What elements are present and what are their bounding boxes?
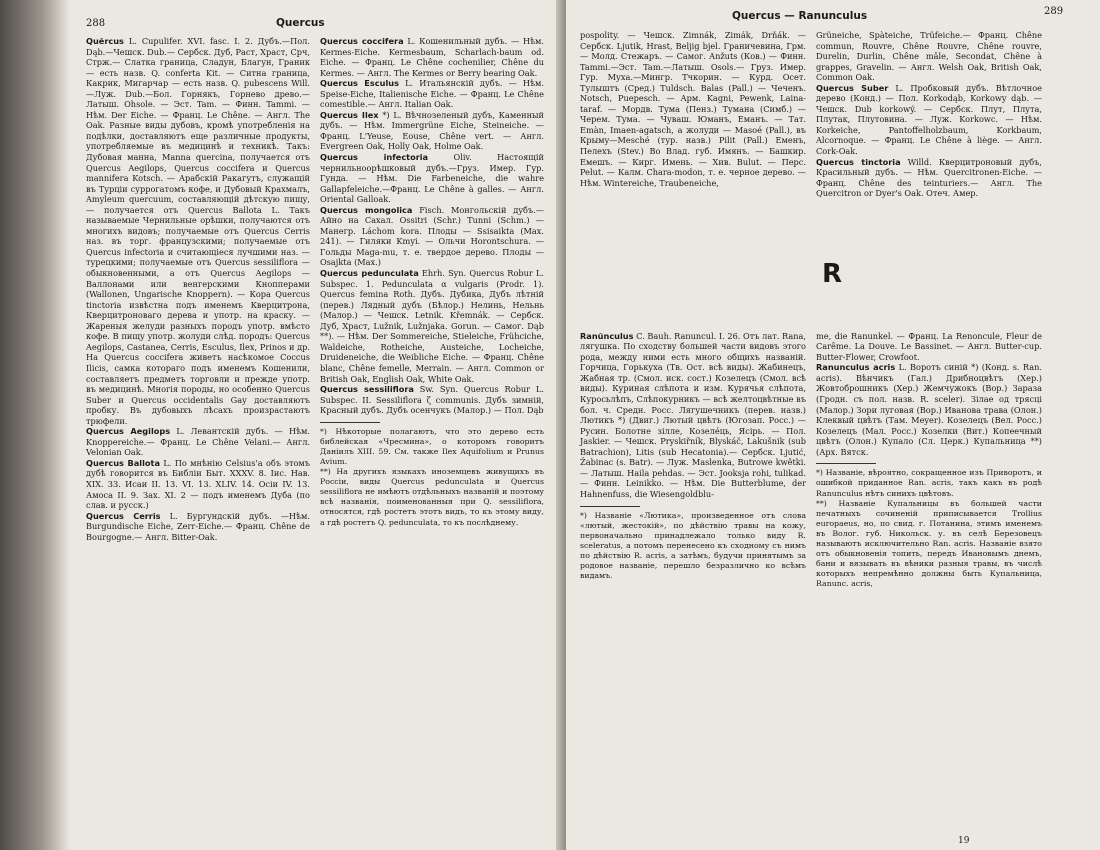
dictionary-entry — [580, 331, 806, 500]
entry-text: Ehrh. Syn. Quercus Robur L. Subspec. 1. Pedunculata α vulgaris (Prodr. 1). Quercus femina Roth. Дубъ. Дубика, Дубъ лѣтній (перев.) Лядный дубъ (Бѣлор.) Нелинь, Нельнь (Малор.) — Чешск. Letnik. Křemnák. — Сербск. Дуб, Храст, Lužnik, Lužnjaka. Gorun. — Самог. Dąb **). — Нѣм. Der Sommereiche, Stieleiche, Frühciche, Waldeiche, Rotheiche, Austeiche, Locheiche, Druideneiche, die Weibliche Eiche. — Франц. Chêne blanc, Chêne femelle, Merrain. — Англ. Common or British Oak, English Oak, White Oak. — [320, 268, 544, 384]
signature-number: 19 — [958, 836, 970, 846]
entry-headword: Quercus Suber — [816, 82, 889, 93]
left-column-2 — [320, 36, 544, 542]
dictionary-entry — [816, 157, 1042, 199]
right-top-column-1 — [580, 30, 806, 199]
right-bottom-column-1 — [580, 331, 806, 590]
entry-text: L. Воротъ синій *) (Конд. s. Ran. acris). Вѣнчикъ (Гал.) Дрибноцвѣтъ (Хер.) Жовтоброшникъ (Хер.) Жемчужокъ (Вор.) Зараза (Гродн. съ пол. назв. R. sceler). Зілае од трясці (Малор.) Зори луговая (Вор.) Иванова трава (Олон.) Клеквый цвѣтъ (Там. Meyer). Козелецъ (Вел. Росс.) Козелецъ (Мал. Росс.) Козелки (Вит.) Копеечный цвѣтъ (Олон.) Купало (Сл. Церк.) Купальница **) (Арх. Вятск. — [816, 362, 1043, 457]
dictionary-entry — [816, 83, 1042, 157]
right-page — [566, 0, 1100, 850]
entry-text: Willd. Кверцитроновый дубъ, Красильный дубъ. — Нѣм. Quercitronen-Eiche. — Франц. Chêne des teinturiers.— Англ. The Quercitron or Dyer's Oak. Отеч. Амер. — [816, 156, 1042, 199]
entry-text: Fisch. Монгольскій дубъ.— Айно на Сахал. Ossitri (Schr.) Tunni (Schm.) — Манегр. Láchom kora. Плоды — Ssisaikta (Max. 241). — Гиляки Kmyi. — Ольчи Horontschura. — Гольды Maga-mu, т. е. твердое дерево. Плоды — Osajkta (Max.) — [320, 204, 544, 268]
dictionary-entry — [320, 205, 544, 268]
dictionary-entry — [86, 426, 310, 458]
footnote: *) Нѣкоторые полагаютъ, что это дерево есть библейская «Чресмина», о которомъ говоритъ Даніилъ XIII. 59. См. также Ilex Aquifolium и Prunus Avium. — [320, 426, 544, 466]
dictionary-entry — [320, 268, 544, 384]
right-bottom-column-2 — [816, 331, 1042, 590]
entry-text: L. Кошенильный дубъ. — Нѣм. Kermes-Eiche. Kermesbaum, Scharlach-baum od. Eiche. — Франц. Le Chêne cochenilier, Chêne du Kermes. — Англ. The Kermes or Berry bearing Oak. — [320, 36, 544, 78]
dictionary-entry — [816, 362, 1042, 457]
entry-text: C. Bauh. Ranuncul. I. 26. Отъ лат. Rana, лягушка. По сходству большей части видовъ этого рода, между ними есть много общихъ названій. Горчица, Горькуха (Тв. Ост. всѣ виды). Жабинецъ, Жабная тр. (Смол. иск. сост.) Козелецъ (Смол. всѣ виды). Куриная слѣпота и изм. Курячья слѣпота, Куросьлѣпъ, Слѣпокурникъ — всѣ желтоцвѣтные въ бол. ч. Средн. Росс. Лягушечникъ (перев. назв.) Лютикъ *) (Двиг.) Лютый цвѣтъ (Югозап. Росс.) — Русин. Болотне зiлле, Козелéць, Ясiрь. — Пол. Jaskier. — Чешск. Pryskiřník, Blyskáč, Lakušnik (sub Batrachion), Litis (sub Hecatonia).— Сербск. Ljutić, Žabinac (s. Batr). — Луж. Maslenka, Butrowe kwětki. — Латыш. Haila pehdas. — Эст. Jooksja rohi, tulikad. — Финн. Leinikko. — Нѣм. Die Butterblume, der Hahnenfuss, die Wiesengoldblu- — [580, 330, 806, 499]
left-page-header — [86, 16, 548, 36]
footnote-rule — [816, 463, 876, 464]
dictionary-entry — [320, 78, 544, 110]
footnote: **) Названіе Купальницы въ большей части печатныхъ сочиненій приписывается Trollius europaeus, но, по свид. г. Потанина, этимъ именемъ въ Волог. губ. Никольск. у. въ селѣ Березовецъ называютъ исключительно Ran. acris. Названіе взято отъ обыкновенія топить, передъ Ивановымъ днемъ, бани и вязывать въ вѣники разныя травы, въ числѣ которыхъ непремѣнно должны быть Купальница, Ranunc. acris, — [816, 498, 1042, 589]
entry-text: L. Левантскій дубъ. — Нѣм. Knoppereiche.— Франц. Le Chêne Velani.— Англ. Velonian Oak. — [86, 426, 310, 458]
entry-headword: Quercus mongolica — [320, 204, 413, 215]
entry-text: L. По мнѣнію Celsius'a объ этомъ дубѣ говорится въ Библіи Быт. XXXV. 8. Iис. Нав. XIX. 33. Исаи II. 13. VI. 13. XLIV. 14. Осіи IV. 13. Амоса II. 9. Зах. XI. 2 — подъ именемъ Дуба (по слав. и русск.) — [86, 457, 311, 511]
entry-headword: Quercus Ilex — [320, 109, 379, 120]
entry-headword: Ranunculus acris — [816, 362, 896, 373]
footnote: *) Названіе «Лютика», произведенное отъ слова «лютый, жестокій», по дѣйствію травы на кожу, первоначально принадлежало только виду R. sceleratus, а потомъ перенесено къ сходному съ нимъ по дѣйствію R. acris, а затѣмъ, будучи принятымъ за родовое названіе, перешло безразлично ко всѣмъ видамъ. — [580, 510, 806, 581]
dictionary-entry — [320, 152, 544, 205]
entry-text: Oliv. Настоящій чернильноорѣшковый дубъ.—Груз. Имер. Гур. Гунда. — Нѣм. Die Farbeneiche, die wahre Gallapfeleiche.—Франц. Le Chêne à galles. — Англ. Oriental Galloak. — [320, 152, 544, 205]
left-page-number: 288 — [86, 18, 106, 29]
entry-headword: Quercus Aegilops — [86, 426, 171, 437]
right-top-columns — [580, 30, 1084, 199]
right-top-column-2 — [816, 30, 1042, 199]
entry-text: Sw. Syn. Quercus Robur L. Subspec. II. Sessiliflora ζ communis. Дубъ зимній, Красный дубъ. Дубъ осенчукъ (Малор.) — Пол. Dąb — [320, 384, 544, 416]
dictionary-entry — [86, 511, 310, 543]
entry-text: L. Бургундскій дубъ. —Нѣм. Burgundische Eiche, Zerr-Eiche.— Франц. Chêne de Bourgogne.— Англ. Bitter-Oak. — [86, 510, 310, 542]
entry-headword: Quercus Esculus — [320, 78, 399, 89]
entry-text: L. Пробковый дубъ. Вѣтлочное дерево (Конд.) — Пол. Korkodąb, Korkowy dąb. — Чешск. Dub korkowý. — Сербск. Плут, Плута, Плутак, Плутовина. — Луж. Korkowc. — Нѣм. Korkeiche, Pantoffelholzbaum, Korkbaum, Alcornoque. — Франц. Le Chêne à liège. — Англ. Cork-Oak. — [816, 82, 1043, 157]
dictionary-entry — [320, 110, 544, 152]
dictionary-entry — [320, 36, 544, 78]
right-bottom-columns — [580, 331, 1084, 590]
entry-headword: Quercus tinctoria — [816, 156, 901, 167]
dictionary-entry — [320, 384, 544, 416]
right-page-header — [580, 6, 1084, 30]
left-column-1 — [86, 36, 310, 542]
right-running-head: Quercus — Ranunculus — [732, 10, 868, 22]
entry-headword: Quercus sessiliflora — [320, 384, 414, 395]
right-page-number: 289 — [1044, 6, 1064, 17]
entry-headword: Quercus coccifera — [320, 36, 404, 46]
entry-headword: Quercus Cerris — [86, 510, 161, 521]
left-columns — [86, 36, 548, 542]
entry-text: L. Cupulifer. XVI. fasc. I. 2. Дубъ.—Пол. Dąb.—Чешск. Dub.— Сербск. Дуб, Раст, Храст, Срч, Стрж.— Слатка граница, Сладун, Благун, Граник — есть назв. Q. conferta Kit. — Ситна граница, Какрик, Мигарчар — есть назв. Q. pubescens Will. —Луж. Dub.—Бол. Горнякъ, Горнево древо.— Латыш. Ohsole. — Эст. Tam. — Финн. Tammi. — Нѣм. Der Eiche. — Франц. Le Chêne. — Англ. The Oak. Разные виды дубовъ, кромѣ употребленія на подѣлки, доставляютъ еще различные продукты, употребляемые въ медицинѣ и техникѣ. Такъ: Дубовая манна, Manna quercina, получается отъ Quercus Aegilops, Quercus coccifera и Quercus mannifera Kotsch. — Арабскій Ракагутъ, служащій въ Турціи суррогатомъ кофе, и Дубовый Крахмалъ, Amyleum quercuum, составляющій дѣтскую пищу, — получается отъ Quercus Ballota L. Такъ называемые Чернильные орѣшки, получаются отъ многихъ видовъ; получаемые отъ Quercus Cerris наз. въ торг. французскими; получаемые отъ Quercus infectoria и считающiеся лучшими наз. — турецкими; получаемые отъ Quercus sessiliflora — обыкновенными, а отъ Quercus Aegilops — Валлонами или венгерскими Кнопперами (Wallonen, Ungarische Knoppern). — Кора Quercus tinctoria извѣстна подъ именемъ Кверцитрона, Кверцитроноваго дерева и употр. на краску. — Жареныя желуди разныхъ породъ употр. вмѣсто кофе. В пищу употр. жолуди слѣд. породъ: Quercus Aegilops, Castanea, Cerris, Esculus, Ilex, Prinos и др. На Quercus coccifera живетъ насѣкомое Coccus Ilicis, самка котораго подъ именемъ Кошенили, составляетъ предметъ торговли и прежде употр. въ медицинѣ. Многія породы, но особенно Quercus Suber и Quercus occidentalis Gay доставляютъ пробку. Въ дубовыхъ лѣсахъ произрастаютъ трюфели. — [86, 36, 310, 426]
footnote-rule — [580, 506, 640, 507]
left-page-edge-shadow — [0, 0, 70, 850]
footnote-rule — [320, 422, 380, 423]
entry-continuation: Grüneiche, Spàteiche, Trüfeiche.— Франц. Chêne commun, Rouvre, Chêne Rouvre, Chêne rouvre, Durelin, Durlin, Chêne mâle, Secondat, Chêne à grappes, Gravelin. — Англ. Welsh Oak, British Oak, Common Oak. — [816, 30, 1042, 83]
entry-text: *) L. Вѣчнозеленый дубъ, Каменный дубъ. — Нѣм. Immergrüne Eiche, Steineiche. — Франц. L'Yeuse, Eouse, Chêne vert. — Англ. Evergreen Oak, Holly Oak, Holme Oak. — [320, 109, 544, 152]
section-letter: R — [821, 258, 843, 289]
dictionary-entry — [86, 458, 310, 511]
entry-text: L. Итальянскій дубъ. — Нѣм. Speise-Eiche, Italienische Eiche. — Франц. Le Chêne comestible.— Англ. Italian Oak. — [320, 78, 544, 110]
entry-headword: Ranŭnculus — [580, 330, 634, 341]
entry-headword: Quercus pedunculata — [320, 268, 419, 279]
footnote: *) Названіе, вѣроятно, сокращенное изъ Приворотъ, и ошибкой приданное Ran. acris, такъ какъ въ родѣ Ranunculus нѣтъ синихъ цвѣтовъ. — [816, 468, 1042, 498]
entry-headword: Quĕrcus — [86, 36, 124, 46]
entry-headword: Quercus Ballota — [86, 457, 160, 468]
footnote: **) На другихъ языкахъ иноземцевъ живущихъ въ Россіи, виды Quercus pedunculata и Quercus sessiliflora не имѣютъ отдѣльныхъ названій и поэтому всѣ названія, поименованныя при Q. sessiliflora, относятся, гдѣ ростетъ этотъ видъ, то къ этому виду, а гдѣ ростетъ Q. pedunculata, то къ послѣднему. — [320, 467, 544, 527]
entry-continuation: me, die Ranunkel. — Франц. La Renoncule, Fleur de Carême. La Douve. Le Bassinet. — Англ. Butter-cup. Butter-Flower, Crowfoot. — [816, 330, 1042, 362]
dictionary-entry — [86, 36, 310, 426]
entry-continuation: pospolity. — Чешск. Zimnák, Zimák, Drňák. — Сербск. Ljutik, Hrast, Beljig bjel. Граничевина, Грм. — Молд. Стежаръ. — Самог. Anžuts (Ков.) — Финн. Tammi.—Эст. Tam.—Латыш. Osols.— Груз. Имер. Гур. Муха.—Мингр. Тчкорин. — Курд. Осет. Тулыштъ (Cpeд.) Tuldsch. Balas (Pall.) — Чеченъ. Notsch, Puepesch. — Арм. Kagni, Pewenk, Lainа-taraf. — Мордв. Тума (Пенз.) Туманa (Симб.) — Черем. Тума. — Чуваш. Юманъ, Еманъ. — Тат. Еmàn, Imaen-agatsch, а жолуди — Masoé (Pall.), въ Крыму—Mesché (тур. назв.) Pilit (Pall.) Еменъ, Пелехъ (Stev.) Во Влад. губ. Имянъ. — Башкир. Емешъ. — Кирг. Имень. — Хив. Bulut. — Перс. Pelut. — Калм. Chara-modon, т. е. черное дерево. — Нѣм. Wintereiche, Traubeneiche, — [580, 30, 806, 188]
left-running-head: Quercus — [276, 17, 325, 29]
entry-headword: Quercus infectoria — [320, 152, 429, 163]
